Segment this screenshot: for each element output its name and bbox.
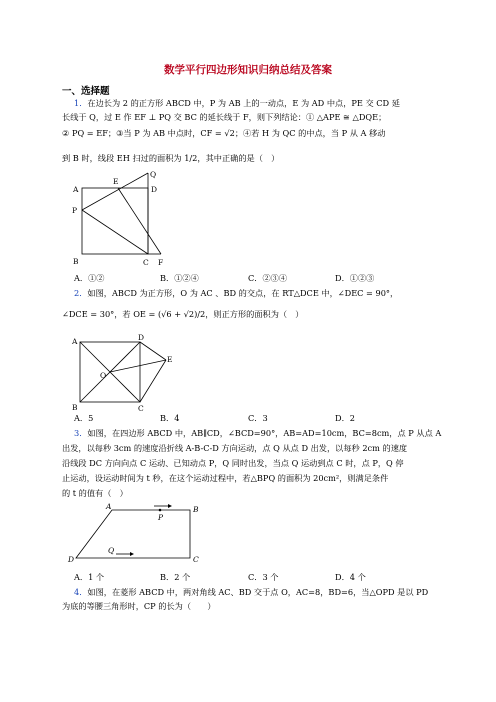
q3-text-1: 如图，在四边形 ABCD 中，AB∥CD，∠BCD=90°，AB=AD=10cm，BC=8cm，点 P 从点 A <box>87 428 442 438</box>
q2-label-d: D <box>138 333 145 342</box>
section-heading: 一、选择题 <box>62 86 110 97</box>
q2-label-b: B <box>72 403 78 412</box>
q1-figure <box>66 168 176 270</box>
q1-option-d[interactable]: D．①②③ <box>335 273 375 283</box>
q3-line-1 <box>74 428 441 439</box>
q3-label-d: D <box>68 555 75 564</box>
q3-label-p: P <box>158 513 164 522</box>
q1-label-e: E <box>113 177 119 186</box>
q1-line-4: 到 B 时，线段 EH 扫过的面积为 1/2，其中正确的是（ ） <box>62 153 280 163</box>
q2-line-de <box>140 342 166 360</box>
q2-line-oe <box>110 360 166 372</box>
q3-line-5: 的 t 的值有（ ） <box>62 488 128 498</box>
q1-text-1: 在边长为 2 的正方形 ABCD 中，P 为 AB 上的一动点，E 为 AD 中点，PE 交 CD 延 <box>87 98 400 108</box>
q4-line-2: 为底的等腰三角形时，CP 的长为（ ） <box>62 601 216 611</box>
q3-label-a: A <box>106 502 112 511</box>
q1-line-3: ② PQ = EF；③当 P 为 AB 中点时，CF = √2；④若 H 为 QC 的中点，当 P 从 A 移动 <box>62 128 386 138</box>
q1-option-b[interactable]: B．①②④ <box>160 273 199 283</box>
q3-option-d[interactable]: D．4 个 <box>335 572 366 582</box>
q3-number: 3． <box>74 428 88 438</box>
q3-option-c[interactable]: C．3 个 <box>248 572 279 582</box>
q2-line-1 <box>74 288 398 299</box>
q2-text-1: 如图，ABCD 为正方形，O 为 AC 、BD 的交点，在 RT△DCE 中，∠DEC = 90°， <box>87 288 399 298</box>
q2-option-d[interactable]: D．2 <box>335 413 355 423</box>
q3-label-c: C <box>193 555 199 564</box>
q1-label-f: F <box>158 258 164 267</box>
q1-option-a[interactable]: A．①② <box>74 273 105 283</box>
q2-label-a: A <box>72 337 78 346</box>
q3-figure <box>66 500 216 570</box>
q3-option-a[interactable]: A．1 个 <box>74 572 105 582</box>
q3-quadrilateral-abcd <box>76 510 190 558</box>
q2-option-c[interactable]: C．3 <box>248 413 268 423</box>
q1-option-c[interactable]: C．②③④ <box>248 273 288 283</box>
q1-line-1 <box>74 98 400 109</box>
q1-label-a: A <box>73 185 79 194</box>
q1-line-ef <box>118 188 161 254</box>
page-title: 数学平行四边形知识归纳总结及答案 <box>164 64 332 76</box>
q1-number: 1． <box>74 98 88 108</box>
q2-option-b[interactable]: B．4 <box>160 413 180 423</box>
q4-number: 4． <box>74 587 88 597</box>
q1-line-2: 长线于 Q，过 E 作 EF ⊥ PQ 交 BC 的延长线于 F，则下列结论：① △APE ≅ △DQE； <box>62 112 387 122</box>
q2-figure <box>66 332 186 412</box>
q1-label-p: P <box>72 206 78 215</box>
q1-label-d: D <box>151 185 158 194</box>
q2-label-o: O <box>100 371 107 380</box>
q3-label-q: Q <box>108 546 115 555</box>
q3-line-3: 沿线段 DC 方向向点 C 运动、已知动点 P，Q 同时出发，当点 Q 运动到点 C 时，点 P，Q 停 <box>62 458 404 468</box>
q2-line-ec <box>140 360 166 402</box>
q3-line-4: 止运动，设运动时间为 t 秒，在这个运动过程中，若△BPQ 的面积为 20cm²，则满足条件 <box>62 473 389 483</box>
q1-label-q: Q <box>150 170 157 179</box>
q3-line-2: 出发，以每秒 3cm 的速度沿折线 A-B-C-D 方向运动，点 Q 从点 D 出发，以每秒 2cm 的速度 <box>62 443 408 453</box>
q2-line-2: ∠DCE = 30°，若 OE = (√6 + √2)/2，则正方形的面积为（ ） <box>62 309 304 319</box>
q2-label-e: E <box>167 355 173 364</box>
q3-option-b[interactable]: B．2 个 <box>160 572 191 582</box>
q2-option-a[interactable]: A．5 <box>74 413 94 423</box>
q1-label-c: C <box>143 258 149 267</box>
q4-line-1 <box>74 587 428 598</box>
q3-label-b: B <box>193 505 199 514</box>
q1-line-pc <box>82 210 148 254</box>
q2-number: 2． <box>74 288 88 298</box>
q4-text-1: 如图，在菱形 ABCD 中，两对角线 AC、BD 交于点 O，AC=8，BD=6，当△OPD 是以 PD <box>87 587 429 597</box>
q1-label-b: B <box>73 257 79 266</box>
q2-label-c: C <box>138 404 144 412</box>
q1-square-abcd <box>82 188 148 254</box>
